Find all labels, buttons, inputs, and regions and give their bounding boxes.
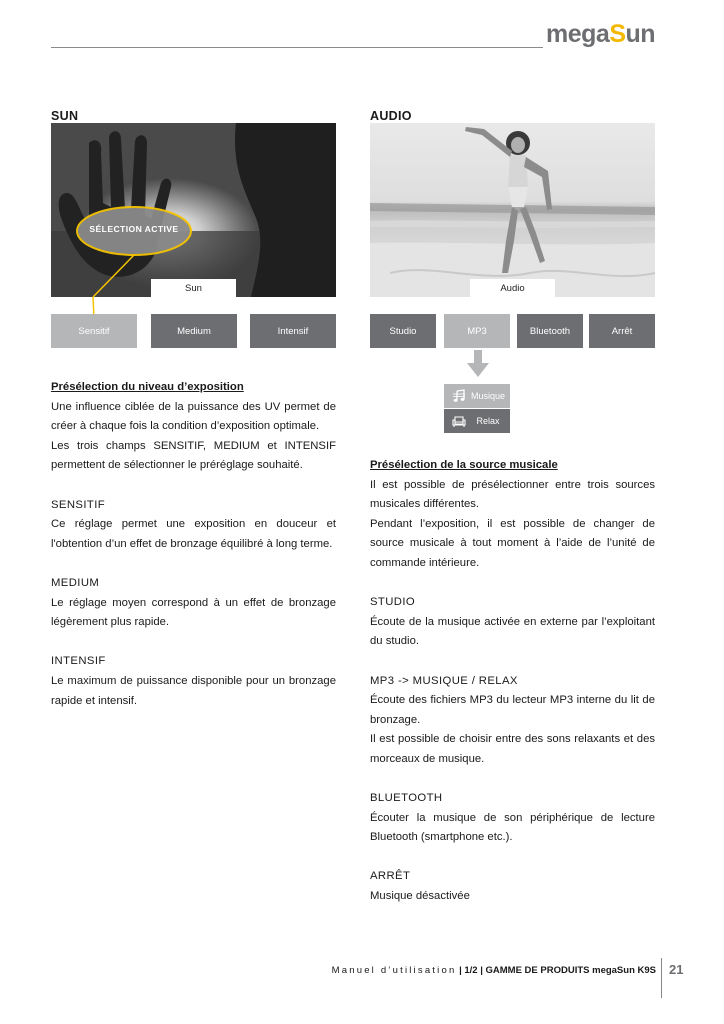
exposure-text-column [51,378,336,711]
sun-photo [51,123,336,297]
arret-text: Musique désactivée [370,890,470,903]
exposure-intro: Une influence ciblée de la puissance des UV permet de créer à chaque fois la condition d’exposition optimale. [51,400,336,433]
tab-sun[interactable]: Sun [151,279,236,298]
mp3-text-2: Il est possible de choisir entre des sons relaxants et des morceaux de musique. [370,733,655,765]
sensitif-title: SENSITIF [51,498,106,511]
musique-button[interactable] [444,384,510,408]
header-rule [51,47,543,48]
footer-section: | 1/2 | GAMME DE PRODUITS megaSun K9S [459,965,656,976]
audio-section-title: AUDIO [370,109,412,123]
music-intro: Il est possible de présélectionner entre trois sources musicales différentes. [370,478,655,511]
studio-title: STUDIO [370,596,416,609]
arret-button[interactable]: Arrêt [589,314,655,348]
music-text-column [370,456,655,907]
arret-title: ARRÊT [370,870,411,883]
music-heading: Présélection de la source musicale [370,459,558,471]
musique-label: Musique [470,391,506,401]
studio-button[interactable]: Studio [370,314,436,348]
medium-text: Le réglage moyen correspond à un effet de bronzage légèrement plus rapide. [51,596,336,629]
intensif-button[interactable]: Intensif [250,314,336,348]
bluetooth-text: Écouter la musique de son périphérique de lecture Bluetooth (smartphone etc.). [370,811,655,844]
mp3-button[interactable]: MP3 [444,314,510,348]
music-intro-2: Pendant l’exposition, il est possible de changer de source musicale à tout moment à l’aide de l’unité de commande intérieure. [370,517,655,569]
intensif-title: INTENSIF [51,655,106,668]
footer-text [332,965,656,976]
armchair-icon [452,414,466,428]
mp3-title: MP3 -> MUSIQUE / RELAX [370,674,518,687]
relax-label: Relax [476,416,500,426]
intensif-text: Le maximum de puissance disponible pour un bronzage rapide et intensif. [51,674,336,707]
bluetooth-button[interactable]: Bluetooth [517,314,583,348]
arrow-down-icon [467,350,489,378]
studio-text: Écoute de la musique activée en externe par l’exploitant du studio. [370,615,655,648]
exposure-heading: Présélection du niveau d’exposition [51,381,244,393]
megasun-logo: megaSun [546,20,656,48]
music-note-icon [452,389,466,403]
bluetooth-title: BLUETOOTH [370,792,443,805]
page-number: 21 [669,962,684,977]
audio-photo [370,123,655,297]
exposure-intro-2: Les trois champs SENSITIF, MEDIUM et INTENSIF permettent de sélectionner le préréglage souhaité. [51,439,336,472]
sensitif-text: Ce réglage permet une exposition en douceur et l'obtention d’un effet de bronzage équilibré à long terme. [51,518,336,550]
medium-title: MEDIUM [51,576,100,589]
sun-section-title: SUN [51,109,79,123]
sensitif-button[interactable]: Sensitif [51,314,137,348]
footer-divider [661,958,662,998]
medium-button[interactable]: Medium [151,314,237,348]
relax-button[interactable] [444,409,510,433]
footer-manual: Manuel d’utilisation [331,965,457,976]
active-selection-label: SÉLECTION ACTIVE [89,224,179,234]
mp3-text: Écoute des fichiers MP3 du lecteur MP3 interne du lit de bronzage. [370,694,655,726]
tab-audio[interactable]: Audio [470,279,555,298]
